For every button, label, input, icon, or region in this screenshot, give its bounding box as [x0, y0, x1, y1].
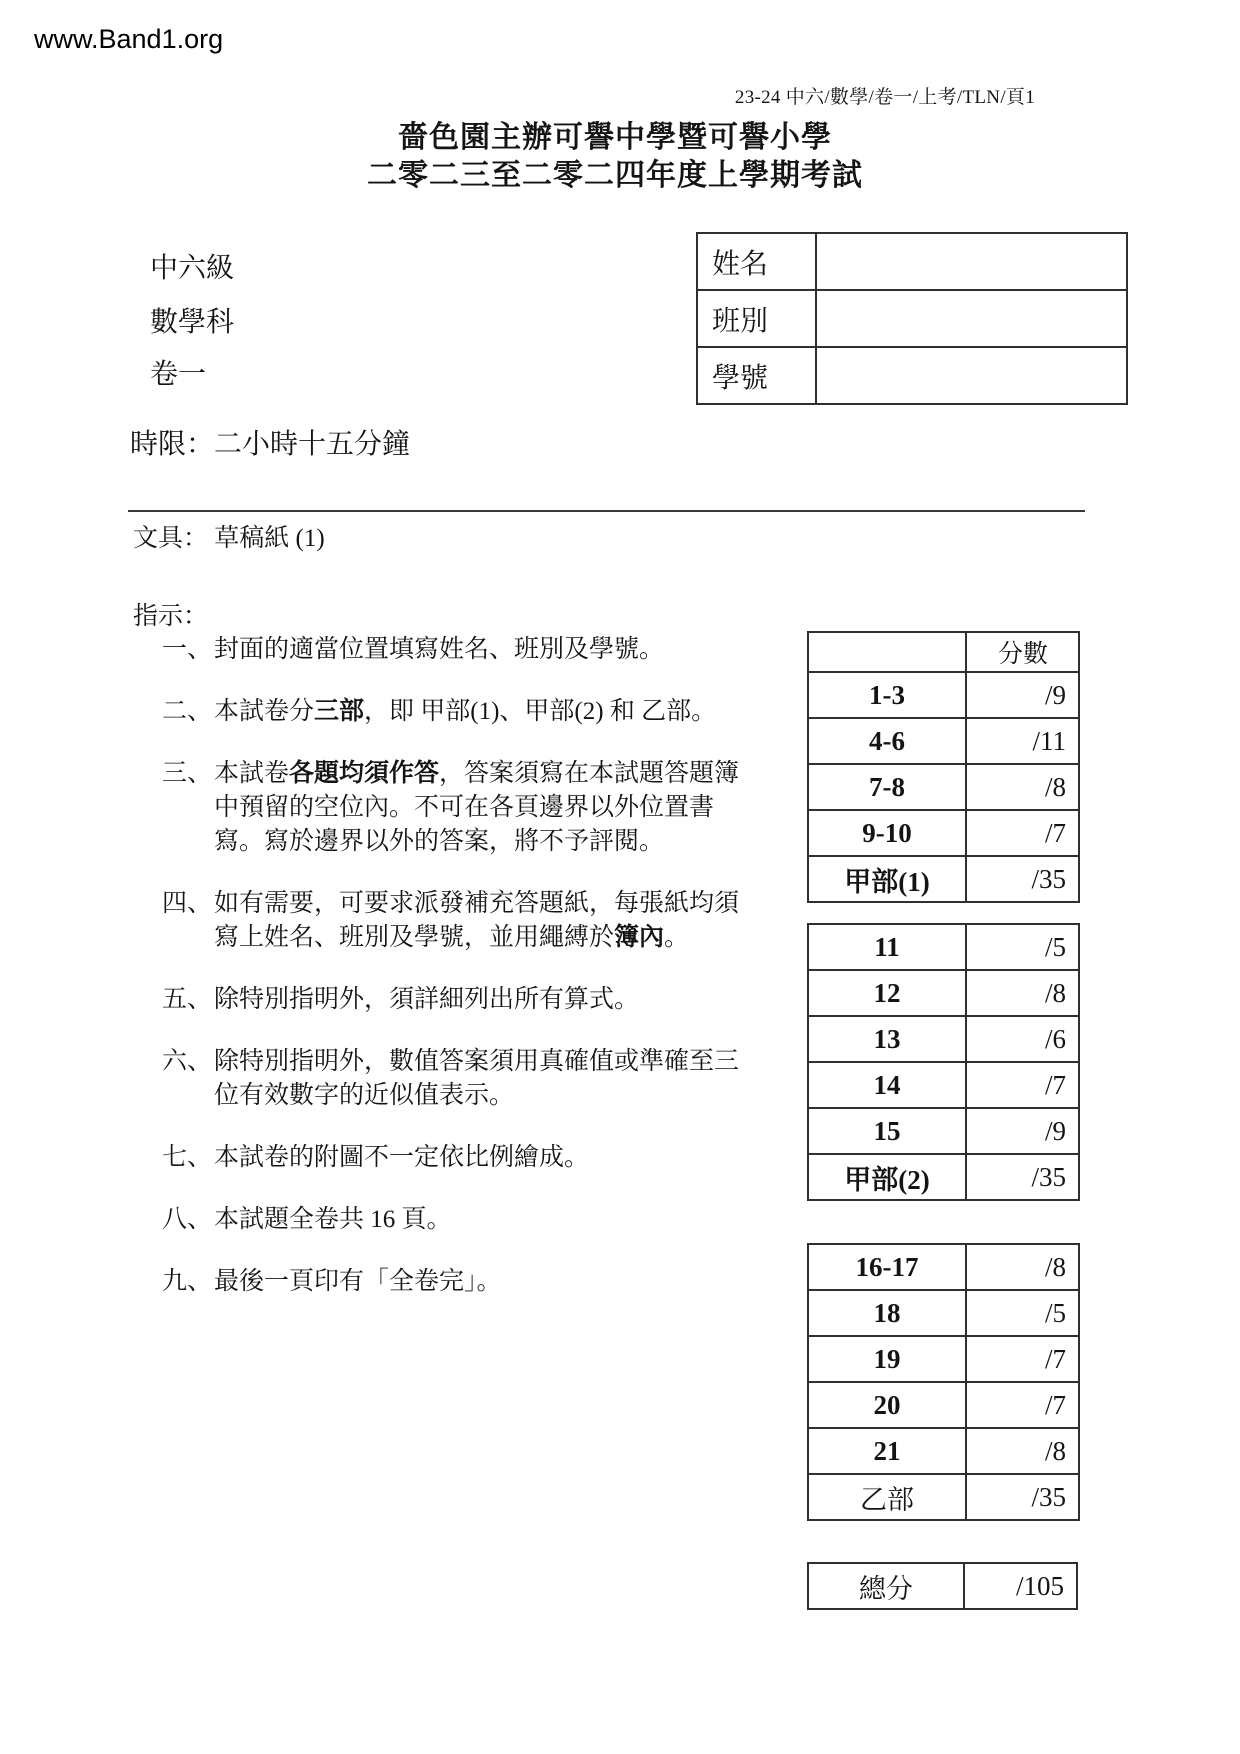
score-row-value: /9 — [966, 1108, 1079, 1154]
score-row-value: /8 — [966, 1244, 1079, 1290]
instruction-item — [162, 1203, 782, 1237]
score-row-value: /7 — [966, 1336, 1079, 1382]
score-row-value: /7 — [966, 1382, 1079, 1428]
instruction-number: 二、 — [162, 698, 213, 725]
score-row — [808, 718, 1079, 764]
score-row-value: /7 — [966, 1062, 1079, 1108]
total-value: /105 — [964, 1563, 1077, 1609]
score-row — [808, 856, 1079, 902]
student-class-label: 班別 — [697, 290, 816, 347]
instructions-heading: 指示： — [133, 603, 209, 630]
instruction-item — [162, 1141, 782, 1175]
score-row-value: /35 — [966, 1474, 1079, 1520]
score-header-label: 分數 — [966, 632, 1079, 672]
score-row-value: /5 — [966, 1290, 1079, 1336]
score-table — [807, 631, 1080, 903]
score-table — [807, 923, 1080, 1201]
instruction-item — [162, 633, 782, 667]
score-row — [808, 1154, 1079, 1200]
student-class-row — [697, 290, 1127, 347]
score-row-value: /8 — [966, 970, 1079, 1016]
score-row-label: 18 — [808, 1290, 966, 1336]
score-row — [808, 764, 1079, 810]
score-row — [808, 1474, 1079, 1520]
instruction-text: 最後一頁印有「全卷完」。 — [214, 1268, 502, 1295]
score-row-label: 12 — [808, 970, 966, 1016]
score-row-label: 1-3 — [808, 672, 966, 718]
score-table — [807, 1243, 1080, 1521]
student-info-table — [696, 232, 1128, 405]
instruction-text: 除特別指明外，須詳細列出所有算式。 — [214, 986, 640, 1013]
divider-line — [128, 510, 1085, 512]
score-row-label: 15 — [808, 1108, 966, 1154]
instruction-text: 如有需要，可要求派發補充答題紙，每張紙均須 寫上姓名、班別及學號，並用繩縛於簿內。 — [214, 890, 740, 951]
score-row-label: 19 — [808, 1336, 966, 1382]
score-row — [808, 672, 1079, 718]
page-header-meta: 23-24 中六/數學/卷一/上考/TLN/頁1 — [734, 87, 1035, 108]
instruction-item — [162, 757, 782, 859]
score-row — [808, 1428, 1079, 1474]
instruction-number: 六、 — [162, 1048, 213, 1075]
score-row — [808, 1108, 1079, 1154]
score-row-value: /11 — [966, 718, 1079, 764]
instruction-text: 封面的適當位置填寫姓名、班別及學號。 — [214, 636, 665, 663]
instruction-item — [162, 983, 782, 1017]
score-row-label: 甲部(2) — [808, 1154, 966, 1200]
student-name-field — [816, 233, 1127, 290]
score-row-value: /35 — [966, 856, 1079, 902]
instruction-number: 五、 — [162, 986, 213, 1013]
score-row — [808, 1336, 1079, 1382]
instruction-number: 七、 — [162, 1144, 213, 1171]
score-row-label: 13 — [808, 1016, 966, 1062]
stationery-line: 文具： 草稿紙 (1) — [133, 525, 325, 552]
time-limit: 時限：二小時十五分鐘 — [130, 429, 411, 460]
instruction-item — [162, 887, 782, 955]
score-row-label: 9-10 — [808, 810, 966, 856]
watermark-band1: www.Band1.org — [34, 24, 224, 54]
score-row-value: /7 — [966, 810, 1079, 856]
instructions-list — [162, 633, 782, 1327]
score-row-label: 甲部(1) — [808, 856, 966, 902]
score-row-label: 乙部 — [808, 1474, 966, 1520]
student-class-field — [816, 290, 1127, 347]
instruction-text: 除特別指明外，數值答案須用真確值或準確至三 位有效數字的近似值表示。 — [214, 1048, 740, 1109]
score-row-value: /5 — [966, 924, 1079, 970]
score-row-value: /8 — [966, 1428, 1079, 1474]
score-row-label: 7-8 — [808, 764, 966, 810]
school-title: 嗇色園主辦可譽中學暨可譽小學 — [398, 121, 832, 154]
score-row-label: 21 — [808, 1428, 966, 1474]
student-name-row — [697, 233, 1127, 290]
total-row — [808, 1563, 1077, 1609]
instruction-item — [162, 1265, 782, 1299]
student-name-label: 姓名 — [697, 233, 816, 290]
student-number-field — [816, 347, 1127, 404]
score-header-empty-cell — [808, 632, 966, 672]
score-row-label: 4-6 — [808, 718, 966, 764]
score-header-row — [808, 632, 1079, 672]
score-row-value: /6 — [966, 1016, 1079, 1062]
score-row — [808, 1382, 1079, 1428]
score-row — [808, 1244, 1079, 1290]
instruction-number: 四、 — [162, 890, 213, 917]
score-row-label: 20 — [808, 1382, 966, 1428]
grade-label: 中六級 — [150, 253, 235, 284]
score-row-label: 16-17 — [808, 1244, 966, 1290]
instruction-number: 九、 — [162, 1268, 213, 1295]
instruction-number: 三、 — [162, 760, 213, 787]
score-row — [808, 924, 1079, 970]
instruction-item — [162, 695, 782, 729]
score-row — [808, 1016, 1079, 1062]
student-number-row — [697, 347, 1127, 404]
score-row-label: 11 — [808, 924, 966, 970]
total-score-table — [807, 1562, 1078, 1610]
score-row-value: /8 — [966, 764, 1079, 810]
score-row-value: /35 — [966, 1154, 1079, 1200]
instruction-text: 本試題全卷共 16 頁。 — [214, 1206, 452, 1233]
paper-label: 卷一 — [150, 359, 207, 390]
score-row — [808, 970, 1079, 1016]
instruction-text: 本試卷分三部，即 甲部(1)、甲部(2) 和 乙部。 — [214, 698, 717, 725]
score-row — [808, 1290, 1079, 1336]
score-row-value: /9 — [966, 672, 1079, 718]
total-label: 總分 — [808, 1563, 964, 1609]
instruction-number: 八、 — [162, 1206, 213, 1233]
subject-label: 數學科 — [150, 307, 235, 338]
score-row — [808, 810, 1079, 856]
instruction-text: 本試卷各題均須作答，答案須寫在本試題答題簿 中預留的空位內。不可在各頁邊界以外位置書 寫。寫於邊界以外的答案，將不予評閱。 — [214, 760, 740, 855]
instruction-item — [162, 1045, 782, 1113]
instruction-number: 一、 — [162, 636, 213, 663]
score-row — [808, 1062, 1079, 1108]
student-number-label: 學號 — [697, 347, 816, 404]
score-row-label: 14 — [808, 1062, 966, 1108]
instruction-text: 本試卷的附圖不一定依比例繪成。 — [214, 1144, 590, 1171]
exam-session-title: 二零二三至二零二四年度上學期考試 — [367, 159, 863, 192]
